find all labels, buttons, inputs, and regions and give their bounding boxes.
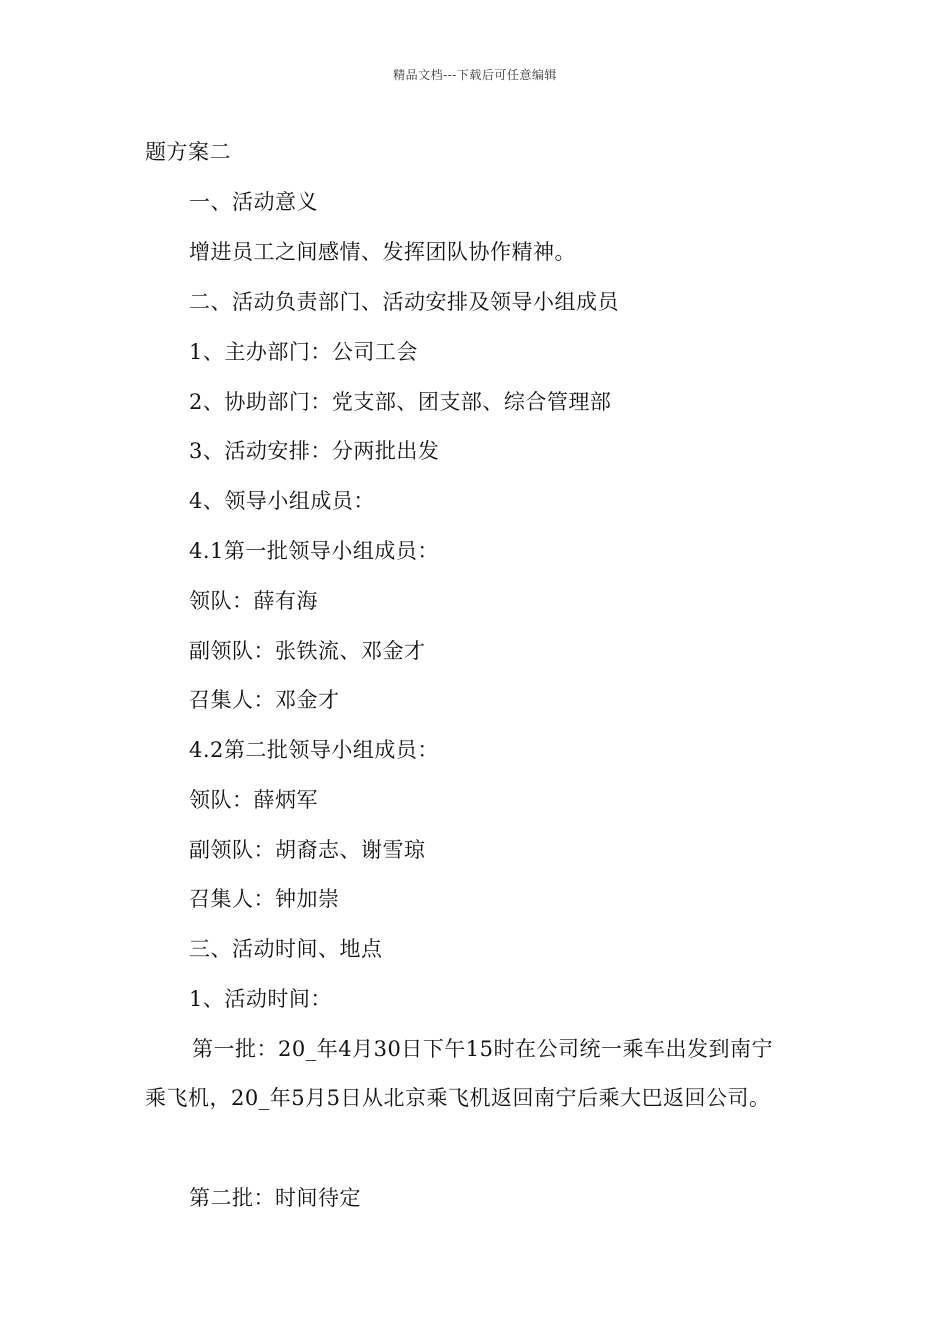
section2-heading: 二、活动负责部门、活动安排及领导小组成员 xyxy=(189,290,619,314)
item-assist-department: 2、协助部门：党支部、团支部、综合管理部 xyxy=(189,390,612,414)
item-activity-arrangement: 3、活动安排：分两批出发 xyxy=(189,439,440,463)
section3-heading: 三、活动时间、地点 xyxy=(189,937,383,961)
item-first-batch-group: 4.1第一批领导小组成员： xyxy=(189,539,439,563)
first-batch-convener: 召集人：邓金才 xyxy=(189,688,340,712)
second-batch-schedule: 第二批：时间待定 xyxy=(189,1186,361,1210)
second-batch-deputy: 副领队：胡裔志、谢雪琼 xyxy=(189,838,426,862)
page-header: 精品文档---下载后可任意编辑 xyxy=(393,68,557,82)
item-host-department: 1、主办部门：公司工会 xyxy=(189,340,418,364)
first-batch-schedule-line2: 乘飞机，20_年5月5日从北京乘飞机返回南宁后乘大巴返回公司。 xyxy=(145,1086,771,1110)
section1-heading: 一、活动意义 xyxy=(189,190,318,214)
first-batch-schedule-line1: 第一批：20_年4月30日下午15时在公司统一乘车出发到南宁 xyxy=(192,1037,774,1061)
doc-title: 题方案二 xyxy=(145,140,231,164)
first-batch-leader: 领队：薛有海 xyxy=(189,589,318,613)
second-batch-convener: 召集人：钟加崇 xyxy=(189,887,340,911)
activity-time-heading: 1、活动时间： xyxy=(189,987,332,1011)
section1-text: 增进员工之间感情、发挥团队协作精神。 xyxy=(189,240,576,264)
second-batch-leader: 领队：薛炳军 xyxy=(189,788,318,812)
item-leadership-group: 4、领导小组成员： xyxy=(189,489,375,513)
item-second-batch-group: 4.2第二批领导小组成员： xyxy=(189,738,439,762)
first-batch-deputy: 副领队：张铁流、邓金才 xyxy=(189,639,426,663)
